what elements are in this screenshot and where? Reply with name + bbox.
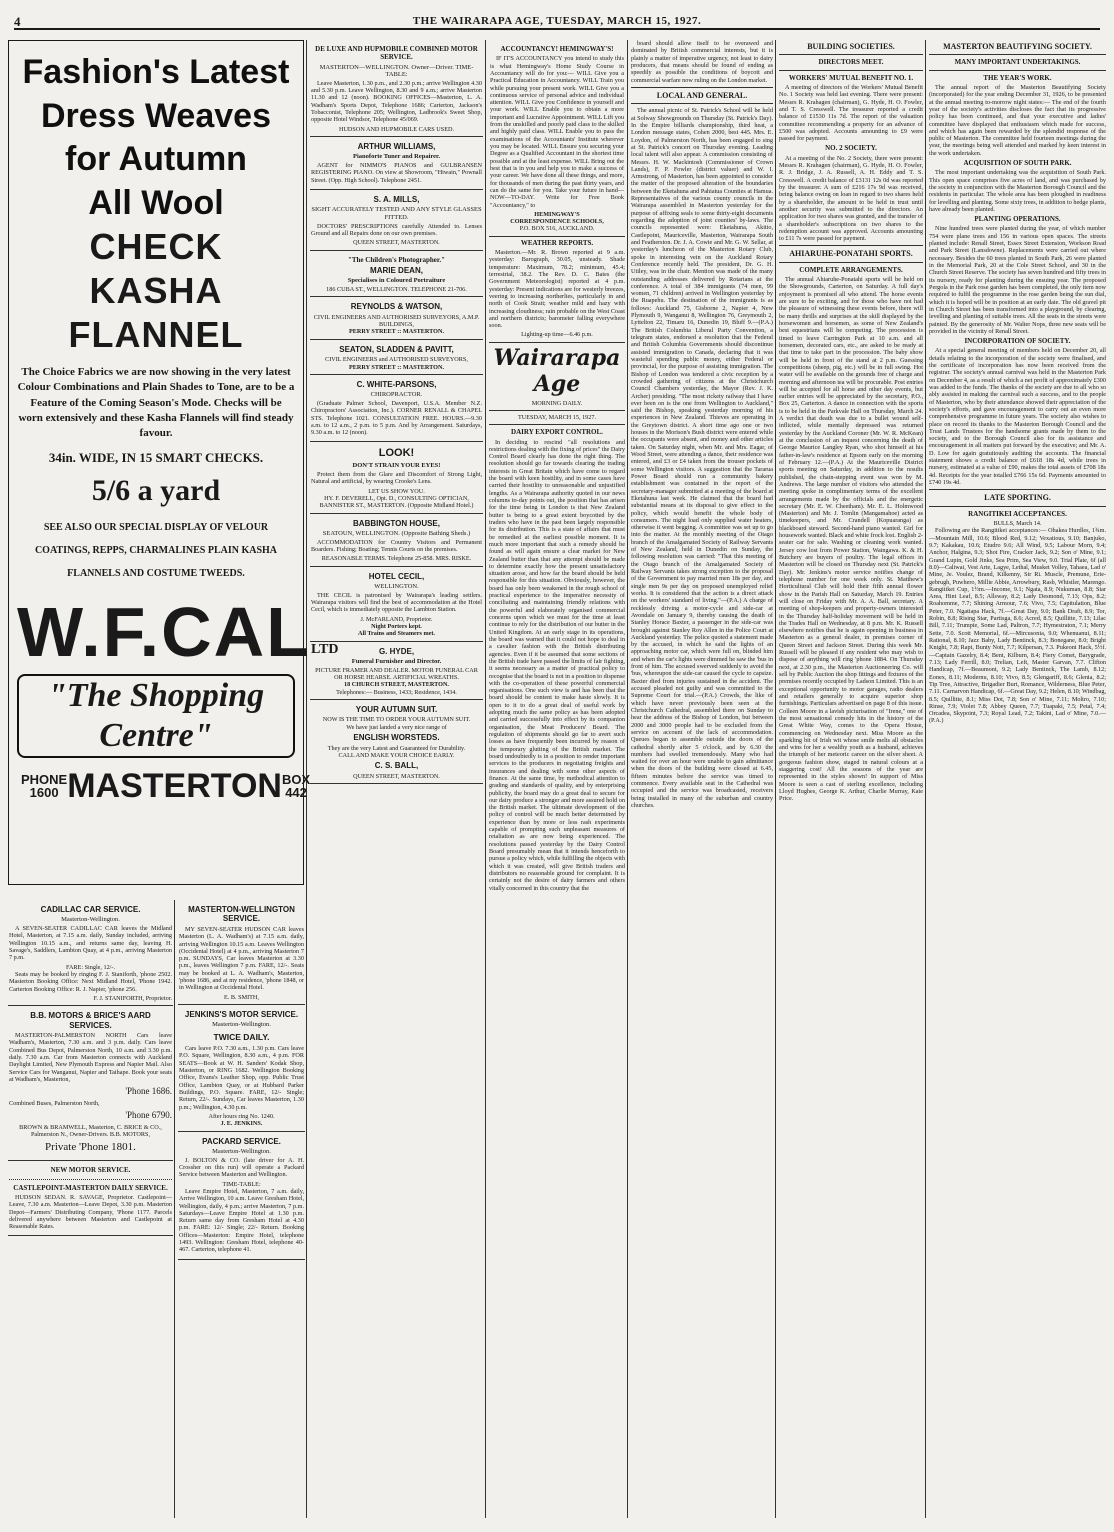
building-societies-headline: BUILDING SOCIETIES. <box>807 42 895 51</box>
ad-address: 18 CHURCH STREET, MASTERTON. <box>344 681 449 689</box>
seaton-ad <box>310 340 483 375</box>
ad-title: CASTLEPOINT-MASTERTON DAILY SERVICE. <box>13 1183 168 1192</box>
fashion-advertisement <box>8 40 339 885</box>
ad-subtitle: SEATOUN, WELLINGTON. (Opposite Bathing Sheds.) <box>322 530 471 538</box>
planting-subhead: PLANTING OPERATIONS. <box>974 215 1061 224</box>
white-parsons-ad <box>310 375 483 443</box>
paper-date: TUESDAY, MARCH 15, 1927. <box>517 413 597 421</box>
ad-text: NOW IS THE TIME TO ORDER YOUR AUTUMN SUIT. <box>322 716 471 724</box>
ad-body: They are the very Latest and Guaranteed for Durability. <box>327 744 466 752</box>
ad-phone: 'Phone 6790. <box>125 1110 172 1121</box>
ad-subtitle: CHIROPRACTOR. <box>370 391 423 399</box>
sports-headline: AHIARUHE-PONATAHI SPORTS. <box>789 249 913 259</box>
beautifying-headline: MASTERTON BEAUTIFYING SOCIETY. <box>943 42 1092 51</box>
masthead <box>14 14 1100 30</box>
ad-text: ACCOMMODATION for Country Visitors and Permanent Boarders. Fishing; Boating; Tennis Courts on the premises. <box>311 538 482 554</box>
sport-text: Following are the Rangitikei acceptances:— Ohakea Hurdles, 1¾m.—Mountain Mill, 10.6; Blood Red, 9.12; Vexatious, 9.10; Banjuko, 9.7; Kakakau, 10.6; Etudro 9.6; All Wind, 9.5; Labour Morn, 9.4; Anchor, Halgina, 9.3; Shot Fire, Cracker Jack, 9.2; Son o' Mine, 9.1; Grand Lupin, Gold Jinks, Sea Prim, Sea View, 9.0. Trial Plate, 6f (all 8.0)—Caliwai, Vest Arte, Lagye, Lethal, Musket Volley, Tahaea, Lad o' Mine, Je. Voulez, Brand, Kilkenny, Sir Ri. Muscle, Premune, Erie-gebrugh, Puwhero, Millie Abbie, Arrowbury, Rasb, Whistler, Marengo. Rangitikei Cup, 1½m.—Income, 9.1; Ngata, 8.9; Nukuman, 8.8; Star Area, Hint Leaf, 8.5; Allsway, 8.2; Lady Desmond, 7.13; Ops, 8.2; Roahomme, 7.7; Shining Armour, 7.6; Vivo, 7.5; Capitulation, Blue Peter, 7.0. Ngatiapa Hack, 7f.—Great Day, 9.0; Bank Draft, 8.9; Tor, Robin, 8.8; Rising Star, Partisga, 8.6; Acred, 8.5; Quillitte, 7.13; Lilac Bill, 7.11; Trumpie, Some Lad, Paltron, 7.7; Hymestraton, 7.1; Merry Sette, 7.0. Scott Memorial, 6f.—Mircusonia, 9.0; Whenuanui, 8.11; Rational, 8.10; Jazz Baby, Lady Bentinck, 8.3; Bonegane, 8.0; Bright Knight, 7.8; Rapt, Bunty Nott, 7.7; Kilpersan, 7.3. Pukeoni Hack, 5½f.—Captain Gazelry, 8.4; Bent, Kilburn, 8.4; Fiery Comet, Barygrade, 7.13; Lady Ferrill, 8.0; Trelian, Left, Master Garvan, 7.7. Clifton Handicap, 7f.—Beaumont, 9.2; Lady Bentinck, The Lamb, 8.12; Eonex, 8.11; Modernu, 8.10; Vivo, 8.5; Glengariff, 8.6; Glenia, 8.2; Tip Tree, Attractive, Brigadier Burt, Romance, Wilderness, Blue Peter, 7.11. Carnarvon Handicap, 6f.—Great Day, 9.2; Helen, 8.10; Windbag, 8.5; Quillitte, 8.1; Miss Dot, 7.8; Son o' Mine, 7.11; Moltro, 7.10; Rinse, 7.9; Violet 7.8; Abbey Queen, 7.7; Tuapaki, 7.5; Petal, 7.4; Orcadea, Skypoint, 7.3; Royal Lead, 7.2; Takini, Lad o' Mine, 7.0.—(P.A.) <box>929 527 1106 725</box>
column-rule <box>775 40 776 1518</box>
ad-worsted: ENGLISH WORSTEDS. <box>353 733 440 743</box>
beautifying-column <box>929 40 1106 1518</box>
ad-range: We have just landed a very nice range of <box>346 723 447 731</box>
ad-body: The Choice Fabrics we are now showing in the very latest Colour Combinations and Plain Shades to Tone, are to be a Feature of the Coming Season's Mode. Checks will be worn extensively and these Kasha Flannels will find steady favour. <box>17 365 295 440</box>
ad-text: (Graduate Palmer School, Davenport, U.S.A. Member N.Z. Chiropractors' Association, Inc.). CORNER RENALL & CHAPEL STS. Telephone 1021. CONSULTATION FREE. HOURS.—9.30 a.m. to 12 a.m., 2 p.m. to 5 p.m. And by Arrangement. Saturdays, 9.30 a.m. to 12 (noon). <box>311 399 482 437</box>
castlepoint-ad <box>8 1161 173 1236</box>
ad-title: G. HYDE, <box>378 646 415 656</box>
ad-title: JENKINS'S MOTOR SERVICE. <box>184 1010 299 1019</box>
reynolds-ad <box>310 297 483 339</box>
ad-text: Leave Masterton, 1.30 p.m., and 2.30 p.m.; arrive Wellington 4.30 and 5.30 p.m. Leave Wellington, 8.30 and 9 a.m.; arrive Masterton 11.30 and 12 (noon). BOOKING OFFICES—Masterton, L. A. Wadham's Sports Depot, Telephone 1686; Carterton, Jackson's Tobacconist, Telephone 205; Wellington, Ladbrook's Sweet Shop, opposite Hotel Windsor, Telephone 45/069. <box>311 79 482 124</box>
ad-daily: TWICE DAILY. <box>213 1032 270 1043</box>
babbington-ad <box>310 514 483 567</box>
sport-dateline: BULLS, March 14. <box>993 520 1042 527</box>
ad-telephones: Telephones:— Business, 1433; Residence, 1434. <box>336 688 457 696</box>
masterton-wellington-ad <box>178 900 305 1005</box>
ad-title: SEATON, SLADDEN & PAVITT, <box>339 344 454 354</box>
ad-text: CIVIL ENGINEERS AND AUTHORISED SURVEYORS, A.M.P. BUILDINGS, <box>313 313 480 329</box>
ad-title: MASTERTON-WELLINGTON SERVICE. <box>188 905 295 924</box>
acquisition-subhead: ACQUISITION OF SOUTH PARK. <box>963 159 1072 168</box>
ad-text: PICTURE FRAMER AND DEALER. MOTOR FUNERAL CAR OR HORSE HEARSE. ARTIFICIAL WREATHS. <box>315 666 478 682</box>
ad-name: C. S. BALL, <box>374 761 419 771</box>
beautifying-text: The annual report of the Masterton Beautifying Society (incorporated) for the year ending December 31, 1926, to be presented at the annual meeting to-morrow night states:— The end of the fourth year of the society's activities discloses the fact that its progressive policy has been continued, and that your executive and ladies' committee have displayed that enthusiasm which made for success, and which has again been rewarded by the splendid response of the public of Masterton. The committee held fourteen meetings during the year, the meetings being well attended and marked by keen interest in the work undertaken. <box>929 83 1106 157</box>
box-label: BOX <box>281 771 311 787</box>
rangitikei-subhead: RANGITIKEI ACCEPTANCES. <box>968 509 1067 518</box>
phone-block <box>21 773 67 800</box>
hyde-ad <box>310 642 483 700</box>
dairy-article: In deciding to rescind "all resolutions and restrictions dealing with the fixing of prices" the Dairy Control Board clearly has done the right thing. The resolution should go far towards clearing the trading interests in Great Britain which have come to regard the board with keen hostility, and in some cases have carried their hostility to unreasonable and unjustified lengths. As a Wairarapa authority quoted in our news columns to-day points out, the position that has arisen for the time being in London is that New Zealand butter is being to a great extent boycotted by the traders who have in the past been largely responsible for its distribution. This is a state of affairs that must be remedied at the earliest possible moment. It is much more important that such a remedy should be found as will again ensure a clear market for New Zealand butter than that any attempt should be made to determine exactly how the present unsatisfactory situation arose, and how far the board should be held responsible for this situation. Obviously, however, the board has only been weakened in the rough school of practical experience to the imperative necessity of conciliating and maintaining friendly relations with the powerful and elaborately organised commercial concerns upon which we must for the time at least continue to rely for the distribution of our butter in the United Kingdom. At an early stage in its operations, the board was warned that it could not hope to deal in a cavalier fashion with the British distributing agencies. Even if it be assumed that some sections of the British trade have passed the limits of fair fighting, it seems necessary as a matter of practical policy to recognise that the board is not in a position to dispense with the co-operation of these powerful commercial organisations. One such view is and has been that the board should be content to make haste slowly. It is open to it to do a great deal of useful work by adopting much the same policy as has been adopted and carried successfully into effect by its companion organisation, the Meat Producers' Board. The regulation of shipments should go far to avert such losses as have frequently been incurred by reason of the temporary glutting of the British market. The board undoubtedly is in a position to render important services to the producers in negotiating freights and insurances and dealing with some other aspects of finance. At the same time, by methodical attention to grading and standards of quality, and by enterprising publicity, the board may do a great deal to secure for our dairy produce a stronger and more assured hold on the British market. The ultimate development of the policy of control will be much better determined by experience than by more or less rash experiments capable of prompting such unpleasant measures of retaliation as are now being experienced. The resolutions passed yesterday by the Dairy Control Board presumably mean that it intends henceforth to pursue a policy which, while fulfilling the objects with which it was created, will give British traders and distributors no reasonable ground for complaint. It is certainly not the desire of dairy farmers and others vitally concerned in this country that the <box>489 438 625 892</box>
ad-proprietor: E. B. SMITH, <box>224 993 259 1001</box>
ad-subtitle: Masterton-Wellington. <box>61 916 120 924</box>
store-logo <box>17 591 339 806</box>
masthead-title: THE WAIRARAPA AGE, TUESDAY, MARCH 15, 1927. <box>412 15 702 27</box>
weather-text: Masterton.—Mr. R. Brown reported at 9 a.m. yesterday: Barograph, 30.05, unsteady. Shade temperature: Maximum, 78.2; minimum, 45.4; terrestrial, 38.2. The Rev. D. C. Bates (the Government Meteorologist) reported at 4 p.m. yesterday: Present indications are for westerly breezes, veering to increasing northerlies, particularly in and north of Cook Strait; weather mild and hazy with increasing cloudiness; rain probable on the West Coast and northern districts; barometer falling everywhere soon. <box>489 249 625 330</box>
cadillac-ad <box>8 900 173 1006</box>
ad-phone: 'Phone 1686. <box>125 1086 172 1097</box>
ad-title: HOTEL CECIL, <box>368 571 425 581</box>
ad-line: Fashion's Latest <box>22 53 290 91</box>
ad-subtitle: DON'T STRAIN YOUR EYES! <box>352 462 441 470</box>
ad-text: J. BOLTON & CO. (late driver for A. H. Crossher on this run) will operate a Packard Service between Masterton and Wellington. <box>179 1156 304 1179</box>
ad-after: After hours ring No. 1240. <box>208 1112 275 1120</box>
acquisition-text: The most important undertaking was the acquisition of South Park. This open space comprises five acres of land, and was purchased by the society in conjunction with the Masterton Borough Council and the residents in particular. The whole area has been ploughed in readiness for levelling and planting. Some sixty trees, in addition to hedge plants, have already been planted. <box>929 169 1106 213</box>
ad-proprietor: F. J. STANIFORTH, Proprietor. <box>93 994 172 1002</box>
ad-title: CADILLAC CAR SERVICE. <box>40 905 141 914</box>
lighting-up-time: Lighting-up time—6.46 p.m. <box>521 331 593 339</box>
ad-subtitle: Funeral Furnisher and Director. <box>351 658 442 666</box>
ad-subtitle: Masterton-Wellington. <box>212 1021 271 1029</box>
ad-width: 34in. WIDE, IN 15 SMART CHECKS. <box>48 449 264 465</box>
ad-text: MASTERTON-PALMERSTON NORTH Cars leave Wadham's, Masterton, 7.30 a.m. and 3 p.m. daily. Cars leave Combined Bus Depot, Palmerston North, 10 a.m. and 3.30 p.m. daily. 7.30 a.m. Car from Masterton connects with Auckland Daylight Limited, New Plymouth Express and Napier Mail. Also Service Cars for Wanganui, Napier and Taihape. Book your seats at Wadham's, Masterton, <box>9 1032 172 1083</box>
ad-subtitle: Pianoforte Tuner and Repairer. <box>353 153 440 161</box>
logo-sup: LTD <box>310 642 339 658</box>
building-societies-subhead-2: WORKERS' MUTUAL BENEFIT NO. 1. <box>788 73 914 82</box>
mills-ad <box>310 190 483 251</box>
ad-title: S. A. MILLS, <box>373 195 420 205</box>
ad-proprietor: J. McFARLAND, Proprietor. <box>360 615 433 623</box>
town-name: MASTERTON <box>67 767 282 806</box>
ad-text: Seats may be booked by ringing F. J. Staniforth, 'phone 2502. Masterton Booking Office: Next Midland Hotel, 'Phone 1942. Carterton Booking Office: R. J. Napier, 'phone 256. <box>9 970 172 993</box>
ad-line: Dress Weaves <box>41 96 271 135</box>
ad-title: BABBINGTON HOUSE, <box>353 518 440 528</box>
ad-title: PACKARD SERVICE. <box>202 1136 281 1146</box>
column-rule <box>485 40 486 1518</box>
ad-text: Protect them from the Glare and Discomfort of Strong Light, Natural and artificial, by wearing Crooke's Lens. <box>311 471 482 486</box>
ad-product: CHECK <box>89 226 223 268</box>
ad-name: HEMINGWAY'S <box>534 210 580 218</box>
dairy-headline: DAIRY EXPORT CONTROL. <box>511 428 603 437</box>
ad-address: QUEEN STREET, MASTERTON. <box>353 239 440 247</box>
ad-title: LOOK! <box>378 447 415 460</box>
beautifying-subhead: MANY IMPORTANT UNDERTAKINGS. <box>954 58 1081 67</box>
ad-subtitle: MASTERTON—WELLINGTON. Owner—Driver. TIME-TABLE: <box>319 63 474 79</box>
ad-text: Cars leave P.O. 7.30 a.m., 1.30 p.m. Cars leave P.O. Square, Wellington, 8.30 a.m., 4 p.m. FOR SEATS—Book at W. H. Sanders' Kodak Shop, Masterton, or RING 1682. Wellington Booking Office, Evans's Leather Shop, opp. Public Trust Office, Lambton Quay, or at Hubbard Parker Buildings, P.O. Square. FARE, 12/- Single; Return, 22/-. Sundays, Car leaves Masterton, 1.30 p.m.; Wellington, 4.30 p.m. <box>179 1045 304 1111</box>
ad-title: ARTHUR WILLIAMS, <box>357 142 436 151</box>
ad-fare: FARE: Single, 12/-. <box>65 963 116 971</box>
ad-subtitle: Masterton-Wellington. <box>212 1147 271 1155</box>
local-news-column <box>631 40 773 1518</box>
motor-services-column-2 <box>178 900 305 1520</box>
ad-address: 186 CUBA ST., WELLINGTON. TELEPHONE 21-706. <box>326 286 467 294</box>
motor-services-column <box>8 900 173 1520</box>
ad-title: YOUR AUTUMN SUIT. <box>355 705 438 714</box>
ad-address: QUEEN STREET, MASTERTON. <box>353 772 440 780</box>
column-rule <box>925 40 926 1518</box>
ad-subtitle: Specialises in Coloured Portraiture <box>347 277 446 285</box>
ad-name: HY. F. DEVERELL, Opt. D., CONSULTING OPTICIAN, BANNISTER ST., MASTERTON. (Opposite Midland Hotel.) <box>319 495 474 510</box>
ad-line: All Wool <box>88 183 224 222</box>
ad-also: SEE ALSO OUR SPECIAL DISPLAY OF VELOUR COATINGS, REPPS, CHARMALINES PLAIN KASHA FLANNELS AND COSTUME TWEEDS. <box>34 522 278 580</box>
incorporation-subhead: INCORPORATION OF SOCIETY. <box>964 337 1071 346</box>
ad-text: THE CECIL is patronised by Wairarapa's leading settlers. Wairarapa visitors will find the best of accommodation at the Hotel Cecil, which is immediately opposite the Lambton Station. <box>311 591 482 614</box>
ad-text: A SEVEN-SEATER CADILLAC CAR leaves the Midland Hotel, Masterton, at 7.15 a.m. daily, Sunday included, arriving Wellington 10.15 a.m., and returns same day, leaving H. Savage's, Saddlers, Lambton Quay, at 4 p.m., arriving Masterton 7 p.m. <box>9 925 172 962</box>
editorial-column <box>489 40 625 1518</box>
ad-title: ACCOUNTANCY! HEMINGWAY'S! <box>500 45 614 53</box>
autumn-suit-ad <box>310 700 483 784</box>
ad-text: Combined Buses, Palmerston North, <box>9 1099 100 1107</box>
no2-society-subhead: NO. 2 SOCIETY. <box>825 144 877 153</box>
ad-names: BROWN & BRAMWELL, Masterton, C. BRICE & CO., Palmerston N., Owner-Drivers. B.B. MOTORS, <box>19 1123 162 1139</box>
ad-trains: All Trains and Steamers met. <box>358 630 435 638</box>
ad-title: NEW MOTOR SERVICE. <box>50 1166 131 1175</box>
sports-subhead: COMPLETE ARRANGEMENTS. <box>799 265 903 274</box>
ad-foot: HUDSON AND HUPMOBILE CARS USED. <box>339 125 454 133</box>
ad-price: 5/6 a yard <box>91 474 221 508</box>
ad-school: CORRESPONDENCE SCHOOLS, <box>510 218 604 226</box>
local-general-headline: LOCAL AND GENERAL. <box>656 90 748 100</box>
ad-private-phone: Private 'Phone 1801. <box>45 1141 136 1154</box>
ad-text: DOCTORS' PRESCRIPTIONS carefully Attended to. Lenses Ground and all Repairs done on our own premises. <box>311 222 482 238</box>
sports-text: The annual Ahiaruhe-Ponatahi sports will be held on the Showgrounds, Carterton, on Saturday. A full day's enjoyment is promised all who attend. The horse events are sure to be exciting, and for those who have not had the pleasure of witnessing these events before, there will be many thrills and surprises at the skill displayed by the horsewomen and horsemen, as some of New Zealand's best equestrians will be competing. The procession is timed to leave Carrington Park at 10 a.m. and all horsemen, decorated cars, etc., are asked to be ready at that time to take part in the procession. The baby show will be held in front of the stand at 2 p.m. Guessing competitions (sheep, pig, etc.) will be in full swing. Hot water will be available on the grounds free of charge and morning and afternoon tea will be procurable. Post entries will be accepted for all horse and other day events, but earlier entries will be appreciated by the secretary, P.O., Box 25, Carterton. A dance in connection with the sports is to be held in the Parkvale Hall on Thursday, March 24. A verdict that death was due to a bullet wound self-inflicted, while mentally depressed was returned yesterday by the Auckland Coroner (Mr. W. R. McKean) at the conclusion of an inquest concerning the death of George Maurice Langley Ryan, who shot himself at his father-in-law's residence at Epsom early on the morning of February 12.—(P.A.) At the Mauriceville District sports meeting on Saturday, in addition to the results published, the chain-stepping event was won by M. Andrews. The large number of visitors who attended the meeting spoke in complimentary terms of the excellent arrangements made by the officials and the energetic secretary (Mr. E. W. Cheetham). Mr. E. L. Holmwood (Masterton) and Mr. J. Tomlin (Mangamahoe) acted as timekeepers, and Mr. Crandell (Kopuaranga) as blackboard steward. Second-hand piano wanted. Girl for housework wanted. Black and white frock lost. English 2-seater car for sale. Washing or cleaning work wanted. Jersey cow lost from Power Station, Waingawa. K. & H. Butchery are buyers of poultry. The legal offices in Masterton will be closed on Thursday next (St. Patrick's Day). Mr. Jenkins's motor service notifies change of telephone number for one week only. St. Matthew's Horticultural Club will hold their fifth annual flower show in the Parish Hall on Saturday, March 19. Entries will close on Friday with Mr. A. A. Ball, secretary. A meeting of shop-keepers and property-owners interested in the Thursday half-holiday movement will be held in the Trades Hall on Wednesday, at 8 p.m. Mr. K. Russell elsewhere notifies that he is again opening in business in Masterton as a general dealer, in premises corner of Queen Street and Jackson Street. During this week Mr. Russell will be pleased if any resident who may wish to dispose of anything will ring 'phone 1884. On Thursday next, at 2.30 p.m., the Masterton Auctioneering Co. will sell by Public Auction the shop fittings and fixtures of the premises recently occupied by Ladson Limited. This is an exceptional opportunity to motor garages, radio dealers and retailers generally to acquire superior shop furnishings. Particulars advertised on page 8 of this issue. Colleen Moore in a lavish picturisation of "Irene," one of the most sensational comedy hits in the history of the Great White Way, comes to the Opera House, commencing on Wednesday next. Miss Moore as the sparkling bit of Irish wit whose smile melts all obstacles and wins for her a wealthy youth as a husband, achieves the triumph of her meteoric career on the silver sheet. A gorgeous fashion show, staged in natural colours at a staggering cost! All the seasons of the year are represented in the styles shown! In support of Miss Moore is seen a cast of sterling excellence, including Lloyd Hughes, George K. Arthur, Charlie Murray, Kate Price. <box>779 276 923 803</box>
ad-text: Leave Empire Hotel, Masterton, 7 a.m. daily, Arrive Wellington, 10 a.m. Leave Gresham Hotel, Wellington, daily, 4 p.m.; arrive Masterton, 7 p.m. Saturdays—Leave Empire Hotel at 1.30 p.m. Return same day from Gresham Hotel at 4.30 p.m. FARE: 12/- Single; 22/- Return. Booking Offices—Masterton: Empire Hotel, telephone 1493. Wellington: Gresham Hotel, telephone 40-467. Carterton, telephone 41. <box>179 1187 304 1254</box>
ad-text: AGENT for NIMMO'S PIANOS and GULBRANSEN REGISTERING PIANO. On view at Showroom, "Hiwain," Pownall Street. (Opp. High School). Telephone 2451. <box>311 162 482 184</box>
look-ad <box>310 442 483 513</box>
ad-subtitle: SIGHT ACCURATELY TESTED AND ANY STYLE GLASSES FITTED. <box>311 206 482 222</box>
ad-call: CALL AND MAKE YOUR CHOICE EARLY. <box>338 751 455 759</box>
ad-title: DE LUXE AND HUPMOBILE COMBINED MOTOR SERVICE. <box>315 45 478 62</box>
ad-timetable: TIME-TABLE: <box>222 1180 261 1188</box>
logo-name: W.F.CAL <box>17 593 311 672</box>
deluxe-ad <box>310 40 483 137</box>
building-societies-subhead: DIRECTORS MEET. <box>818 58 884 67</box>
ad-subtitle: WELLINGTON. <box>374 583 419 591</box>
ad-text: CIVIL ENGINEERS and AUTHORISED SURVEYORS, <box>325 356 468 364</box>
ad-product: FLANNEL <box>68 313 244 355</box>
ad-title: MARIE DEAN, <box>370 265 423 275</box>
ad-proprietor: J. E. JENKINS. <box>220 1120 263 1128</box>
ad-title: REYNOLDS & WATSON, <box>350 302 443 312</box>
bb-motors-ad <box>8 1006 173 1161</box>
ad-terms: REASONABLE TERMS. Telephone 25-858. MRS. RISKE. <box>321 555 472 563</box>
no2-society-text: At a meeting of the No. 2 Society, there were present: Messrs R. Krahagen (chairman), G. Hyde, H. O. Fowler, R. J. Bridge, J. A. Russell, A. H. Eddy and T. S. Cresswell. A credit balance of £3131 12s 0d was reported by the treasurer. A sum of £216 17s 9d was received, being balance owing on loan in regard to two shares held by a shareholder, the amount to be held in trust until another security was submitted to the directors. An application for two shares was granted, and the transfer of a shareholder's subscriptions on two shares to the redemption account was approved. Accounts amounting to £11 7s were passed for payment. <box>779 154 923 243</box>
ad-quote: "The Children's Photographer." <box>347 255 446 264</box>
ad-title: B.B. MOTORS & BRICE'S AARD SERVICES. <box>30 1011 151 1030</box>
marie-dean-ad <box>310 251 483 298</box>
phone-label: PHONE <box>21 771 68 787</box>
planting-text: Nine hundred trees were planted during the year, of which number 754 were plane trees and 156 in various open spaces. The streets planted include: Renall Street, Essex Street Extension, Workson Road and Park Street (Lansdowne). Replacements were carried out where necessary. Besides the 60 trees planted in South Park, 26 were planted in the Memorial Park, 20 at the Cole Street School, and 30 in the Church Street Reserve. The society has seven hundred and fifty trees in its nursery, ready for planting during the ensuing year. The proposed Pergola in the Park rose garden has been completed, the only item now required to fulfil the programme in the rose garden being the sun dial, which it is hoped will be in position at an early date. The old gravel pit in Church Street has been transformed into a playground, by clearing, levelling and planting of suitable trees. All the seats in the streets were painted. By the generosity of Mr. Walter Nops, three new seats will be provided in the vicinity of Renall Street. <box>929 225 1106 335</box>
building-societies-text: A meeting of directors of the Workers' Mutual Benefit No. 1 Society was held last evening. There were present: Messrs R. Krahagen (chairman), G. Hyde, H. O. Fowler, and T. S. Cresswell. The treasurer reported a credit balance of £1530 11s 7d. The report of the valuation committee recommending a property for an advance of £500 was adopted. Accounts amounting to £9 were passed for payment. <box>779 83 923 143</box>
ad-text: IF IT'S ACCOUNTANCY you intend to study this is what Hemingway's Home Study Course in Accountancy will do for you:— WILL Give you a Practical Education in Accountancy. WILL Train you while pursuing your present work. WILL Give you a continuous service of personal advice and individual attention. WILL Give you Confidence in yourself and your work. WILL Enable you to obtain a more important and Lucrative Appointment. WILL Lift you from the unskilled and poorly paid class to the skilled and highly paid class. WILL Enable you to pass the examinations of the Accountants' Institute wherever you may be located. WILL Ensure you securing your Degree as a Qualified Accountant in the shortest time possible and at the least expense. WILL Bring out the best that is in you and help you to make a success of your career. We have done all these things, and more, for thousands of men during the past thirty years, and can do the same for you. Take your future in hand—NOW—TO-DAY. Write for Free Book "Accountancy," to <box>490 55 624 209</box>
late-sporting-headline: LATE SPORTING. <box>984 493 1051 503</box>
hotel-cecil-ad <box>310 567 483 642</box>
phone-number: 1600 <box>29 785 59 801</box>
column-rule <box>174 900 175 1518</box>
ad-address: PERRY STREET :: MASTERTON. <box>348 363 445 371</box>
page-number: 4 <box>14 14 21 29</box>
ad-porter: Night Porters kept. <box>371 623 422 631</box>
box-block <box>282 773 310 800</box>
hemingway-ad <box>489 40 625 237</box>
jenkins-ad <box>178 1005 305 1132</box>
dairy-article-continued: board should allow itself to be overawed and dominated by British commercial interests, but it is plainly a matter of imperative urgency, not least to dairy producers, that means should be found of ending as speedily as possible the conditions of boycott and commercial warfare now ruling on the London market. <box>631 40 773 84</box>
paper-subtitle: MORNING DAILY. <box>531 399 583 407</box>
ad-text: MY SEVEN-SEATER HUDSON CAR leaves Masterton (L. A. Wadham's) at 7.15 a.m. daily, arriving Wellington 10.15 a.m. Leaves Wellington (Occidental Hotel) at 4 p.m., arriving Masterton 7 p.m. SUNDAYS, Car leaves Masterton at 3.30 p.m., leaves Wellington 7 p.m. FARE, 12/-. Seats may be booked at L. A. Wadham's, Masterton, 'phone 1686, and at my residence, 'phone 1848, or in Wellington at Occidental Hotel. <box>179 925 304 992</box>
small-ads-column <box>310 40 483 1518</box>
local-general-text: The annual picnic of St. Patrick's School will be held at Solway Showgrounds on Thursday (St. Patrick's Day). In the Empire billiards championship, third heat, a London message states, Cohen 2000, best 445. Mrs. E. Loydon, of Palmerston North, has been engaged to sing at St. Patrick's concert on Thursday evening. Leading local talent will also appear. A commission consisting of Messrs. H. W. Mackintosh (Commissioner of Crown Lands), F. P. Fowler (district valuer) and W. I. Armstrong, of Masterton, has been appointed to consider the matter of the proposed alteration of the boundaries between the Eketahuna and Pahiatua Counties at Hamua. Representatives of the various county councils in the Wairarapa assembled in Masterton yesterday for the purpose of affixing seals to some thirty-eight documents regarding the adoption of joint counties' by-laws. The councils represented were: Eketahuna, Akitio, Castlepoint, Mauriceville, Masterton, Wairarapa South and Featherston. Dr. J. A. Cowie and Mr. G. W. Sellar, at yesterday's luncheon of the Masterton Rotary Club, spoke in interesting vein on the Auckland Rotary Conference recently held. The president, Dr. G. H. Utiley, was in the chair. Mention was made of the many outstanding addresses delivered by Rotarians at the conference. A total of 384 immigrants (74 men, 99 women, 71 children) arrived in Wellington yesterday by the Ruapehu. The destination of the immigrants is as follows: Auckland 75, Gisborne 2, Napier 4, New Plymouth 9, Wanganui 8, Wellington 76, Greymouth 2, Lyttelton 22, Timaru 16, Dunedin 19, Bluff 9.—(P.A.) The British Columbia Liberal Party Convention, a telegram states, endorsed a resolution that the Federal and British Columbia Governments should discontinue assisted immigration to Canada, declaring that it was wasteful spending public money, either Federal or provincial, for the purpose of assisting immigration. The Bishop of London was tendered a civic reception by a crowded gathering of citizens at the Christchurch Council Chambers yesterday, the Mayor (Rev. J. K. Archer) presiding. "The most rickety railway that I have ever been on is the one from Wellington to Auckland," said the Bishop, speaking yesterday morning of his experiences in New Zealand. Thieves are operating in the Greytown district. A short time ago one or two houses in the Morison's Bush district were entered while the occupants were absent, and money and other articles taken. On Saturday night, when Mr. and Mrs. Eagar, of Wood Street, were attending a dance, their residence was entered, and £3 or £4 taken from the trouser pockets of some Wellington visitors. A suggestion that the Tararua Power Board should run a community bakery establishment was contained in the report of the secretary-manager submitted at a meeting of the board at Eketahuna last week. He claimed that the board had substantial means at its disposal to give effect to the policy, which would benefit the whole body of consumers. The night load only supplied water heaters, otherwise it went begging. A committee was set up to go into the matter. At the monthly meeting of the Otago branch of the Amalgamated Society of Railway Servants of New Zealand, held in Dunedin on Sunday, the following resolution was carried: "That this meeting of the Otago branch of the Amalgamated Society of Railway Servants takes strong exception to the proposal of the Government to pay married men 18s per day, and single men 9s per day on proposed unemployed relief works. It is considered that the action is a direct attack on the workers' standard of living."—(P.A.) A charge of recklessly driving a motor-cycle and side-car at Avondale on January 9, thereby causing the death of Stanley Horace Baxter, a passenger in the side-car was brought against Stanley Roy Allen in the Police Court at Auckland yesterday. The police quoted a statement made by the accused, in which he said the lights of an approaching motor car, which were full on, blinded him and when the car's lights were dimmed he saw the 'bus in front of him. The accused swerved suddenly to avoid the 'bus, whereupon the side-car caused the cycle to capsize. Baxter died from injuries sustained in the accident. The accused pleaded not guilty and was committed to the Supreme Court for trial.—(P.A.) Crowds, the like of which have never previously been seen at the Christchurch Cathedral, assembled there on Sunday to hear the address of the Bishop of London, but between 2000 and 3000 people had to be excluded from the service on account of the lack of accommodation. Queues began to assemble outside the doors of the cathedral shortly after 5 o'clock, and by 6.30 the numbers had swelled tremendously. Many who had waited for over an hour were unable to gain admittance when the doors of the building were closed at 6.45, fifteen minutes before the service was timed to commence. Every available seat in the Cathedral was occupied and the service was broadcasted, receivers being installed in many of the suburban and country churches. <box>631 107 773 809</box>
paper-nameplate: Wairarapa Age <box>493 344 621 397</box>
column-rule <box>627 40 628 1518</box>
beautifying-subhead-2: THE YEAR'S WORK. <box>983 73 1052 82</box>
ad-address: P.O. BOX 516, AUCKLAND. <box>519 225 595 233</box>
logo-tagline: "The Shopping Centre" <box>17 674 295 758</box>
ad-product: KASHA <box>89 269 223 311</box>
ad-show: LET US SHOW YOU. <box>368 487 425 495</box>
incorporation-text: At a special general meeting of members held on December 20, all details relating to the incorporation of the society were finalised, and the certificate of incorporation has now been received from the registrar. The society's annual carnival was held in the Masterton Park on December 4, as a result of which a net profit of approximately £300 was added to the funds. The thanks of the society are due to all who so ably assisted in making the carnival such a success, and to the people of Masterton, who by their attendance showed their appreciation of the society's efforts, and gave encouragement to carry out an even more comprehensive programme in future years. The society also wishes to place on record its thanks to the Masterton Borough Council and the Trust Lands Trustees for the handsome grants made by them to the society, and to the Borough Council also for its assistance and encouragement in all matters put forward by the executive; and Mr. A. D. Low for again gratuitously auditing the accounts. The financial statement shows a credit balance of £618 18s 4d, while trees in nursery, estimated at a value of £90, makes the total assets of £708 18s 4d. Receipts for the year totalled £766 15s 6d. Payments amounted to £740 19s 4d. <box>929 347 1106 486</box>
weather-headline: WEATHER REPORTS. <box>520 238 594 247</box>
societies-column <box>779 40 923 1518</box>
box-number: 442 <box>285 785 307 801</box>
packard-ad <box>178 1132 305 1260</box>
ad-address: PERRY STREET :: MASTERTON. <box>348 328 445 336</box>
ad-text: HUDSON SEDAN. R. SAVAGE, Proprietor. Castlepoint—Leave, 7.30 a.m. Masterton—Leave Depot, 3.30 p.m. Masterton Depot—Farmers' Distributing Company, 'Phone 1177. Parcels delivered anywhere between Masterton and Castlepoint at Reasonable Rates. <box>9 1193 172 1231</box>
arthur-williams-ad <box>310 137 483 190</box>
ad-title: C. WHITE-PARSONS, <box>356 379 437 389</box>
ad-line: for Autumn <box>65 140 247 179</box>
